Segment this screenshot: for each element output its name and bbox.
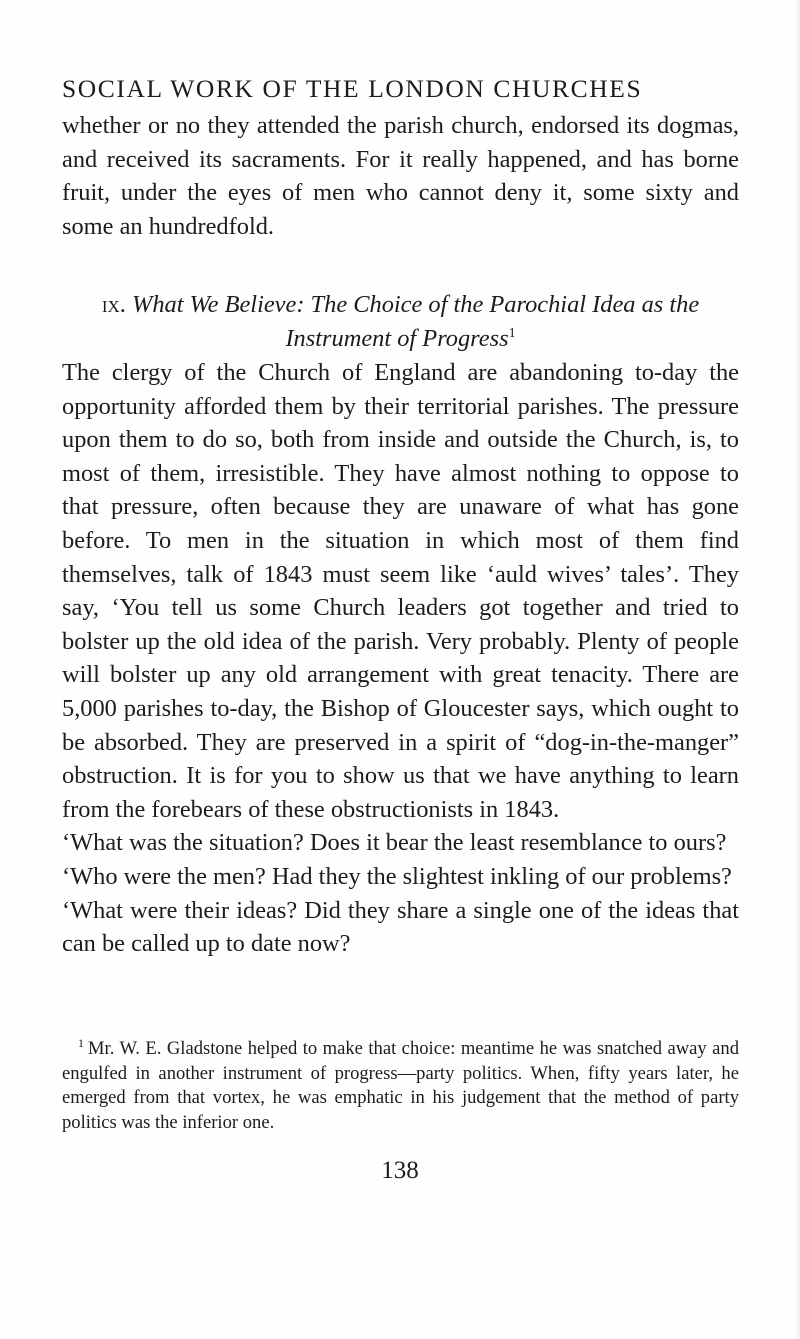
- paragraph: ‘What were their ideas? Did they share a single one of the ideas that can be called up to date now?: [62, 896, 739, 958]
- footnote: [62, 1037, 739, 1135]
- page-number: 138: [381, 1157, 419, 1184]
- paragraph: ‘What was the situation? Does it bear the least resemblance to ours?: [62, 829, 727, 857]
- running-head: SOCIAL WORK OF THE LONDON CHURCHES: [62, 74, 643, 103]
- paragraph: The clergy of the Church of England are abandoning to-day the opportunity afforded them by their territorial parishes. The pressure upon them to do so, both from inside and outside the Church, is, to most of them, irresistible. They have almost nothing to oppose to that pressure, often because they are unaware of what has gone before. To men in the situation in which most of them find themselves, talk of 1843 must seem like ‘auld wives’ tales’. They say, ‘You tell us some Church leaders got together and tried to bolster up the old idea of the parish. Very probably. Plenty of people will bolster up any old arrangement with great tenacity. There are 5,000 parishes to-day, the Bishop of Gloucester says, which ought to be absorbed. They are preserved in a spirit of “dog-in-the-manger” obstruction. It is for you to show us that we have anything to learn from the forebears of these obstructionists in 1843.: [62, 359, 739, 823]
- section-title: What We Believe: The Choice of the Parochial Idea as the Instrument of Progress: [132, 291, 700, 352]
- footnote-number: 1: [78, 1035, 84, 1050]
- opening-paragraph: whether or no they attended the parish church, endorsed its dogmas, and received its sacraments. For it really happened, and has borne fruit, under the eyes of men who cannot deny it, some sixty and some an hundredfold.: [62, 112, 739, 240]
- paragraph: ‘Who were the men? Had they the slightest inkling of our problems?: [62, 862, 732, 890]
- main-text: [62, 356, 739, 961]
- footnote-reference[interactable]: 1: [508, 325, 516, 341]
- section-numeral: ix.: [101, 291, 126, 318]
- footnote-text: Mr. W. E. Gladstone helped to make that choice: meantime he was snatched away and engulfed in another instrument of progress—party politics. When, fifty years later, he emerged from that vortex, he was emphatic in his judgement that the method of party politics was the inferior one.: [62, 1038, 739, 1133]
- page-edge-shadow: [794, 0, 800, 1339]
- section-heading: [62, 288, 739, 355]
